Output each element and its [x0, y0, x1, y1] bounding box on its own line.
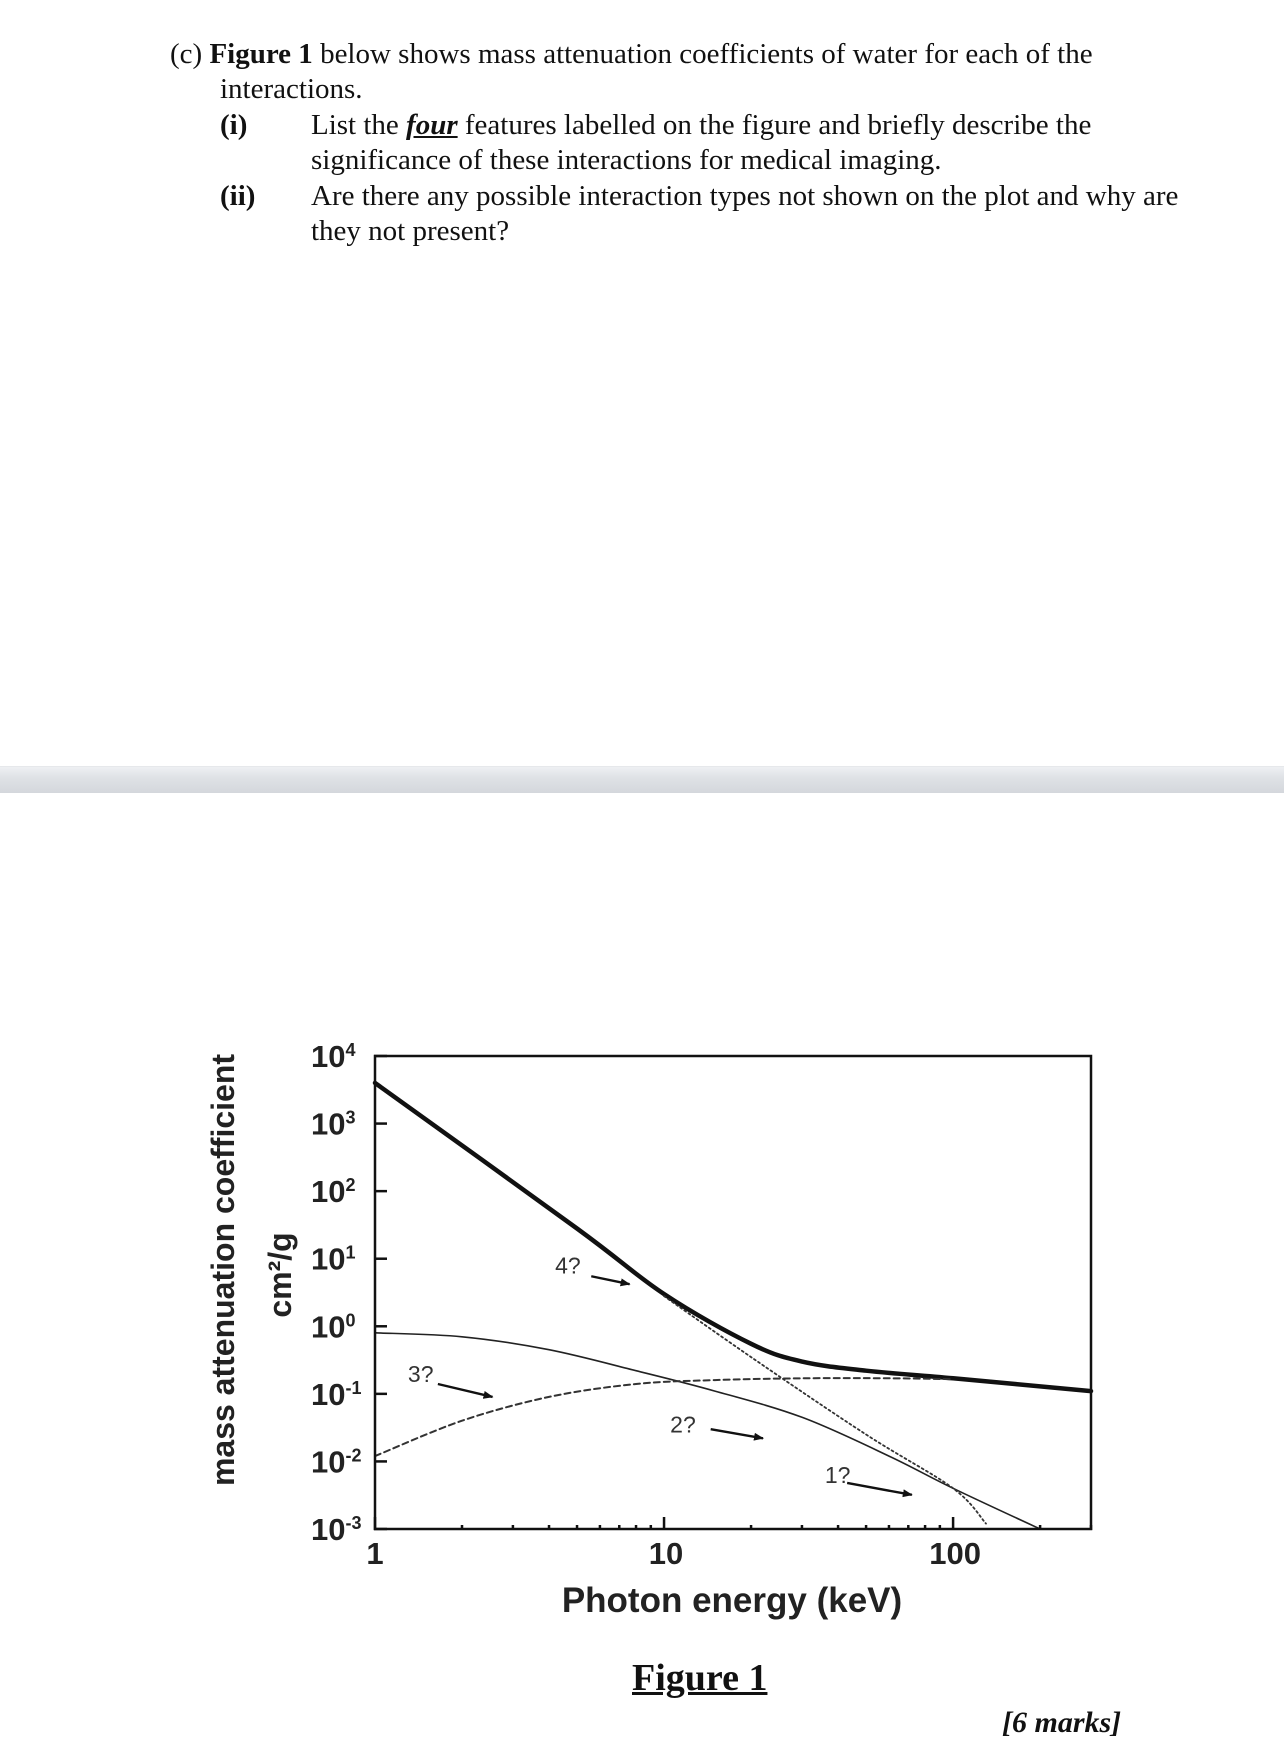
y-tick-label-2: $10^{-1}$	[311, 1376, 362, 1412]
annotation-label-4: 1?	[824, 1461, 851, 1488]
item-i-emphasis: four	[406, 109, 458, 141]
y-tick-labels	[311, 1039, 362, 1547]
annotation-arrow-2	[438, 1384, 493, 1397]
question-intro-line1	[170, 37, 1093, 71]
x-tick-label-1: 10	[648, 1536, 684, 1571]
annotation-arrow-4	[847, 1483, 912, 1495]
y-tick-label-5: $10^2$	[311, 1174, 356, 1210]
series-dotted	[664, 1296, 986, 1524]
y-tick-label-7: $10^4$	[311, 1039, 356, 1074]
annotation-arrow-3	[711, 1429, 763, 1438]
item-i-label: (i)	[220, 109, 248, 141]
plot-frame	[375, 1056, 1091, 1529]
item-i-line2: significance of these interactions for medical imaging.	[311, 144, 942, 176]
question-intro-line2: interactions.	[220, 73, 363, 105]
marks-label: [6 marks]	[1002, 1706, 1122, 1739]
y-tick-label-4: $10^1$	[311, 1241, 356, 1277]
item-ii-label: (ii)	[220, 180, 256, 212]
x-axis-title: Photon energy (keV)	[561, 1581, 903, 1620]
y-axis-unit: cm²/g	[262, 1232, 298, 1318]
annotation-label-3: 2?	[670, 1411, 696, 1438]
series-group	[375, 1083, 1091, 1529]
part-label: (c)	[170, 38, 203, 70]
annotation-label-2: 3?	[407, 1360, 434, 1387]
item-i-post: features labelled on the figure and briefly describe the	[457, 109, 1092, 141]
y-axis-labels	[205, 1054, 298, 1486]
page-divider	[0, 766, 1284, 793]
attenuation-chart	[0, 792, 1284, 1728]
annotation-arrow-1	[591, 1276, 629, 1284]
item-i-line1	[311, 108, 1091, 142]
figure-reference: Figure 1	[209, 38, 313, 70]
y-tick-label-6: $10^3$	[311, 1106, 356, 1142]
item-ii-line2: they not present?	[311, 215, 510, 247]
y-tick-label-1: $10^{-2}$	[311, 1444, 362, 1480]
x-tick-labels	[366, 1536, 981, 1571]
series-thin-solid	[375, 1333, 1040, 1529]
figure-caption: Figure 1	[632, 1657, 768, 1699]
item-i-pre: List the	[311, 109, 407, 141]
intro-text: below shows mass attenuation coefficients of water for each of the	[320, 38, 1093, 70]
item-ii-line1: Are there any possible interaction types not shown on the plot and why are	[311, 180, 1179, 212]
y-tick-label-3: $10^0$	[311, 1309, 356, 1345]
question-block	[0, 0, 1284, 300]
y-tick-label-0: $10^{-3}$	[311, 1512, 362, 1547]
x-tick-label-2: 100	[929, 1536, 981, 1571]
x-tick-label-0: 1	[366, 1536, 384, 1571]
annotation-label-1: 4?	[555, 1252, 581, 1279]
y-axis-title: mass attenuation coefficient	[205, 1053, 241, 1487]
